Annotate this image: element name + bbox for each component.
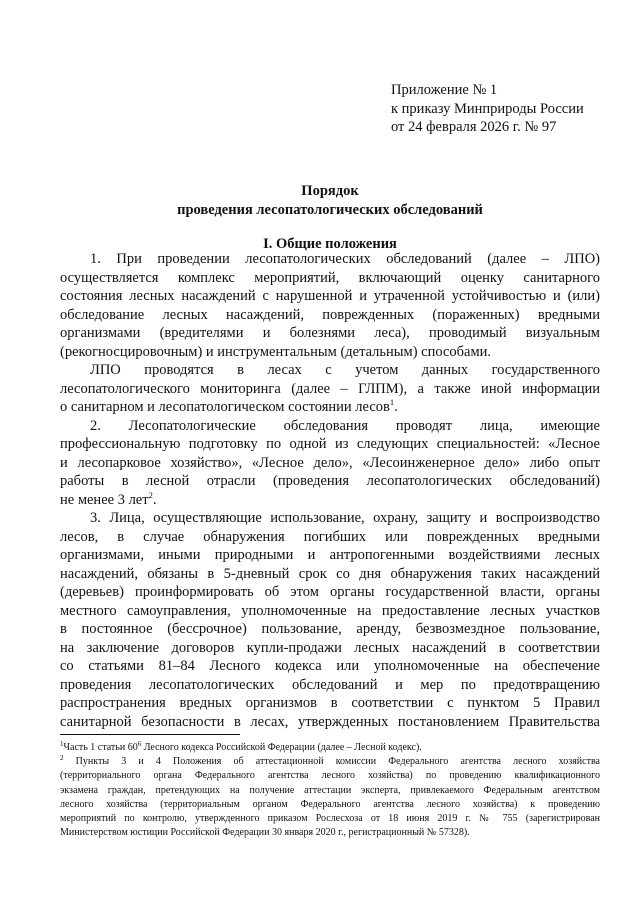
body-line-with-footnote: не менее 3 лет$^2$. <box>60 489 157 508</box>
footnote-1-text-a: Часть 1 статьи 60 <box>63 742 138 753</box>
body-line: организмами (вредителями и болезнями леса), проводимый визуальным <box>60 325 600 341</box>
section-heading: I. Общие положения <box>263 236 397 252</box>
footnote-1 <box>60 741 600 755</box>
footnote-2-line <box>60 755 600 769</box>
document-body <box>60 250 600 731</box>
body-line: в постоянное (бессрочное) пользование, аренду, безвозмездное пользование, <box>60 621 600 637</box>
appendix-number: Приложение № 1 <box>391 82 498 98</box>
body-line-text: не менее 3 лет <box>60 491 149 508</box>
title-line-1: Порядок <box>301 183 359 199</box>
body-line: 1. При проведении лесопатологических обследований (далее – ЛПО) <box>90 251 600 267</box>
body-line: и лесопарковое хозяйство», «Лесное дело», «Лесоинженерное дело» либо опыт <box>60 454 600 471</box>
body-line: насаждений, обязаны в 5-дневный срок со дня обнаружения таких насаждений <box>60 565 600 582</box>
footnote-ref-1: 1 <box>389 397 395 407</box>
body-line-text: о санитарном и лесопатологическом состоянии лесов <box>60 399 390 415</box>
body-line: местного самоуправления, уполномоченные на предоставление лесных участков <box>60 602 600 619</box>
body-line: профессиональную подготовку по одной из следующих специальностей: «Лесное <box>60 436 600 452</box>
statute-superscript: 6 <box>137 740 142 748</box>
body-line: лесопатологического мониторинга (далее – ГЛПМ), а также иной информации <box>60 380 600 397</box>
footnote-2-line: лесного хозяйства (территориальным органом Федерального агентства лесного хозяйства) к проведению <box>60 798 600 810</box>
body-line: проведения лесопатологических обследований и мер по предотвращению <box>60 676 600 693</box>
body-line: (рекогносцировочным) и инструментальным (детальным) способами. <box>60 343 492 360</box>
footnote-2-line: мероприятий по контролю, утвержденного приказом Рослесхоза от 18 июня 2019 г. № 755 (зарегистрирован <box>60 812 600 824</box>
footnote-1-text-b: Лесного кодекса Российской Федерации (далее – Лесной кодекс). <box>141 742 422 753</box>
body-line: обследование лесных насаждений, поврежденных (пораженных) вредными <box>60 306 600 323</box>
appendix-order-date: от 24 февраля 2026 г. № 97 <box>391 119 557 135</box>
footnote-2-line: (территориального органа Федерального агентства лесного хозяйства) по проведению квалификационного <box>60 770 600 782</box>
title-line-2: проведения лесопатологических обследований <box>177 202 483 218</box>
body-line: осуществляется комплекс мероприятий, включающий оценку санитарного <box>60 269 600 286</box>
footnote-2-line: экзамена граждан, претендующих на получение аттестации эксперта, привлекаемого Федеральным агентством <box>60 784 600 796</box>
body-line: санитарной безопасности в лесах, утвержденных постановлением Правительства <box>60 713 600 730</box>
body-line: ЛПО проводятся в лесах с учетом данных государственного <box>90 362 600 378</box>
footnote-2-text: Пункты 3 и 4 Положения об аттестационной комиссии Федерального агентства лесного хозяйства <box>63 756 600 768</box>
body-line: лесов, в случае обнаружения погибших или поврежденных вредными <box>60 528 600 545</box>
body-line: 3. Лица, осуществляющие использование, охрану, защиту и воспроизводство <box>90 510 600 526</box>
body-line: (деревьев) проинформировать об этом органы государственной власти, органы <box>60 584 600 600</box>
document-title <box>60 182 600 220</box>
appendix-order-ref: к приказу Минприроды России <box>391 100 584 117</box>
footnote-ref-2: 2 <box>148 489 153 500</box>
footnote-2-mark: 2 <box>60 754 64 763</box>
footnote-2-line: Министерством юстиции Российской Федерации 30 января 2020 г., регистрационный № 57328). <box>60 827 470 839</box>
appendix-header <box>391 81 584 137</box>
body-line: работы в лесной отрасли (проведения лесопатологических обследований) <box>60 473 600 489</box>
footnote-separator <box>60 734 240 735</box>
body-line: распространения вредных организмов в соответствии с пунктом 5 Правил <box>60 695 600 711</box>
body-line-with-footnote: о санитарном и лесопатологическом состоянии лесов$^1$. <box>60 397 398 415</box>
body-line: 2. Лесопатологические обследования проводят лица, имеющие <box>90 417 600 434</box>
body-line: со статьями 81–84 Лесного кодекса или уполномоченные на обеспечение <box>60 658 600 674</box>
body-line: на заключение договоров купли-продажи лесных насаждений в соответствии <box>60 639 600 656</box>
footnotes <box>60 741 600 840</box>
body-line: организмами, иными природными и антропогенными воздействиями лесных <box>60 547 600 563</box>
body-line: состояния лесных насаждений с нарушенной и утраченной устойчивостью и (или) <box>60 288 600 304</box>
footnote-1-mark: 1 <box>60 740 64 748</box>
